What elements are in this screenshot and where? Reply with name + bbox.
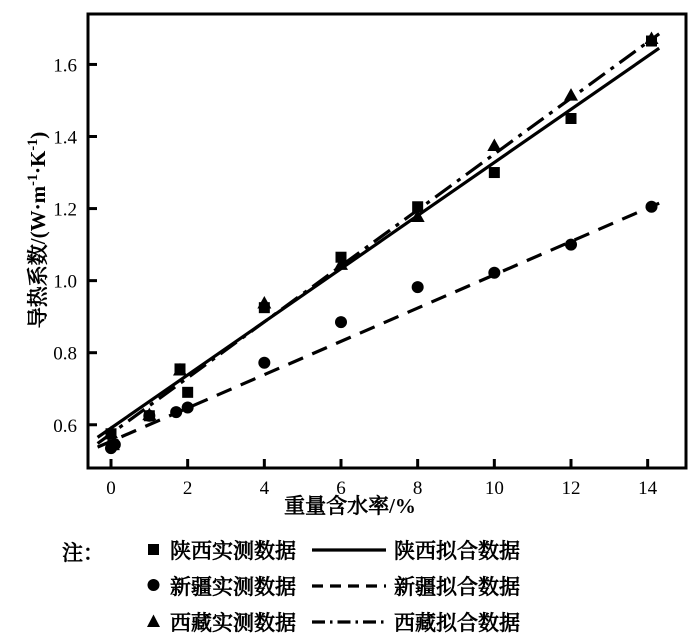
data-point (564, 88, 578, 101)
data-point (412, 281, 424, 293)
legend-data-label: 西藏实测数据 (170, 611, 296, 635)
x-axis-title: 重量含水率/% (284, 494, 416, 518)
legend-fit-label: 西藏拟合数据 (394, 611, 520, 635)
legend-data-label: 陕西实测数据 (170, 539, 296, 563)
legend-row (140, 569, 520, 603)
x-tick-label: 12 (561, 478, 581, 499)
y-tick-label: 0.8 (53, 343, 77, 365)
legend-line-dashdot (312, 613, 386, 631)
legend-fit-label: 新疆拟合数据 (394, 575, 520, 599)
x-tick-label: 8 (412, 478, 423, 499)
legend-row (140, 605, 520, 639)
x-tick-label: 2 (182, 478, 193, 499)
triangle-marker (140, 612, 166, 633)
legend-line-dashed (312, 577, 386, 595)
circle-marker (140, 576, 166, 597)
y-tick-label: 1.4 (53, 127, 77, 149)
legend-data-label: 新疆实测数据 (170, 575, 296, 599)
data-point (335, 316, 347, 328)
x-tick-label: 6 (336, 478, 346, 499)
legend-row (140, 533, 520, 567)
x-tick-label: 14 (638, 478, 658, 499)
data-point (646, 201, 658, 213)
data-point (170, 406, 182, 418)
legend-line-solid (312, 541, 386, 559)
data-point (566, 113, 577, 124)
y-tick-label: 1.2 (53, 199, 77, 221)
x-tick-label: 0 (106, 478, 116, 499)
data-point (258, 357, 270, 369)
x-tick-label: 10 (484, 478, 504, 499)
x-tick-label: 4 (259, 478, 270, 499)
data-point (489, 167, 500, 178)
data-point (487, 139, 501, 152)
data-point (565, 239, 577, 251)
y-axis-title: 导热系数$/(W\cdot m^{-1}\cdot K^{-1})$ (25, 131, 50, 329)
y-tick-label: 0.6 (53, 415, 77, 437)
data-point (488, 267, 500, 279)
legend-note: 注： (62, 541, 104, 565)
square-marker (140, 540, 166, 561)
data-point (182, 401, 194, 413)
y-tick-label: 1.0 (53, 271, 77, 293)
plot-frame (88, 14, 686, 468)
legend (0, 525, 700, 643)
legend-fit-label: 陕西拟合数据 (394, 539, 520, 563)
y-tick-label: 1.6 (53, 55, 77, 77)
data-point (182, 387, 193, 398)
